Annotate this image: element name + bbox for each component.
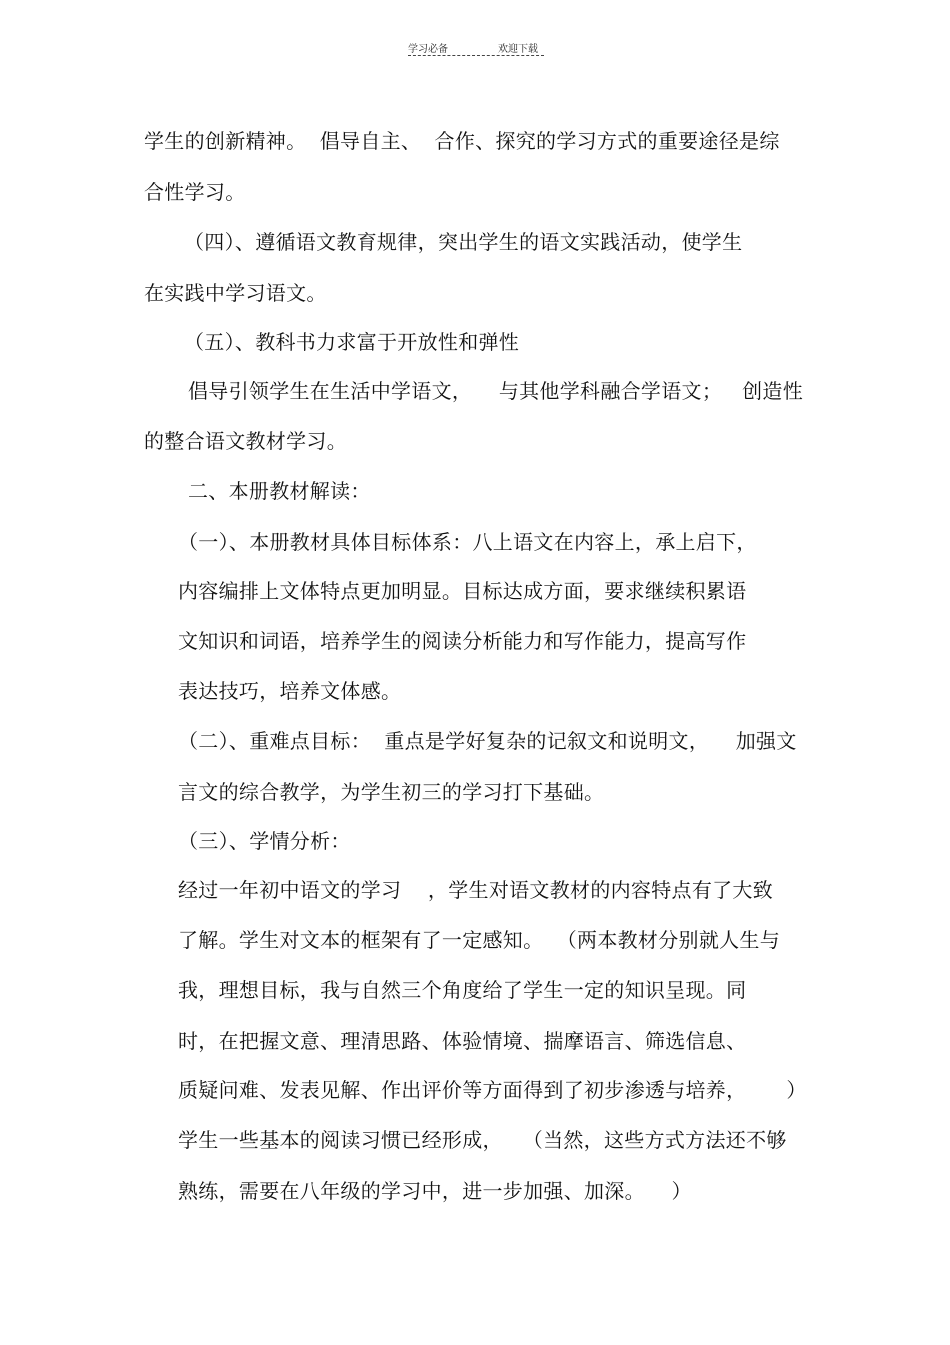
paragraph-line: 表达技巧，培养文体感。 bbox=[178, 679, 402, 703]
paragraph-line: （五）、教科书力求富于开放性和弹性 bbox=[184, 330, 520, 354]
paragraph-line: 了解。学生对文本的框架有了一定感知。 （两本教材分别就人生与 bbox=[178, 928, 781, 952]
paragraph-line: 内容编排上文体特点更加明显。目标达成方面，要求继续积累语 bbox=[178, 579, 747, 603]
paragraph-line: 熟练，需要在八年级的学习中，进一步加强、加深。 ） bbox=[178, 1179, 692, 1203]
section-heading: 二、本册教材解读： bbox=[188, 479, 371, 503]
paragraph-line: 经过一年初中语文的学习 ，学生对语文教材的内容特点有了大致 bbox=[178, 878, 774, 902]
paragraph-line: 时，在把握文意、理清思路、体验情境、揣摩语言、筛选信息、 bbox=[178, 1029, 747, 1053]
header-right-text: 欢迎下载 bbox=[498, 44, 538, 55]
paragraph-line: 我，理想目标，我与自然三个角度给了学生一定的知识呈现。同 bbox=[178, 978, 747, 1002]
header-left-text: 学习必备 bbox=[408, 44, 448, 55]
paragraph-line: 学生的创新精神。 倡导自主、 合作、探究的学习方式的重要途径是综 bbox=[144, 129, 780, 153]
paragraph-line: 学生一些基本的阅读习惯已经形成， （当然，这些方式方法还不够 bbox=[178, 1128, 787, 1152]
paragraph-line: 言文的综合教学，为学生初三的学习打下基础。 bbox=[178, 780, 605, 804]
paragraph-line: （一）、本册教材具体目标体系：八上语文在内容上，承上启下， bbox=[178, 530, 757, 554]
paragraph-line: （二）、重难点目标： 重点是学好复杂的记叙文和说明文， 加强文 bbox=[178, 729, 797, 753]
page-header bbox=[408, 38, 544, 58]
paragraph-line: （四）、遵循语文教育规律，突出学生的语文实践活动，使学生 bbox=[184, 230, 743, 254]
paragraph-line: 合性学习。 bbox=[144, 180, 246, 204]
paragraph-line: 质疑问难、发表见解、作出评价等方面得到了初步渗透与培养， ） bbox=[178, 1078, 807, 1102]
header-dashed-rule bbox=[408, 55, 544, 56]
paragraph-line: 在实践中学习语文。 bbox=[144, 281, 327, 305]
paragraph-line: 倡导引领学生在生活中学语文， 与其他学科融合学语文； 创造性 bbox=[188, 379, 804, 403]
paragraph-line: （三）、学情分析： bbox=[178, 829, 351, 853]
paragraph-line: 文知识和词语，培养学生的阅读分析能力和写作能力，提高写作 bbox=[178, 629, 747, 653]
paragraph-line: 的整合语文教材学习。 bbox=[144, 429, 347, 453]
